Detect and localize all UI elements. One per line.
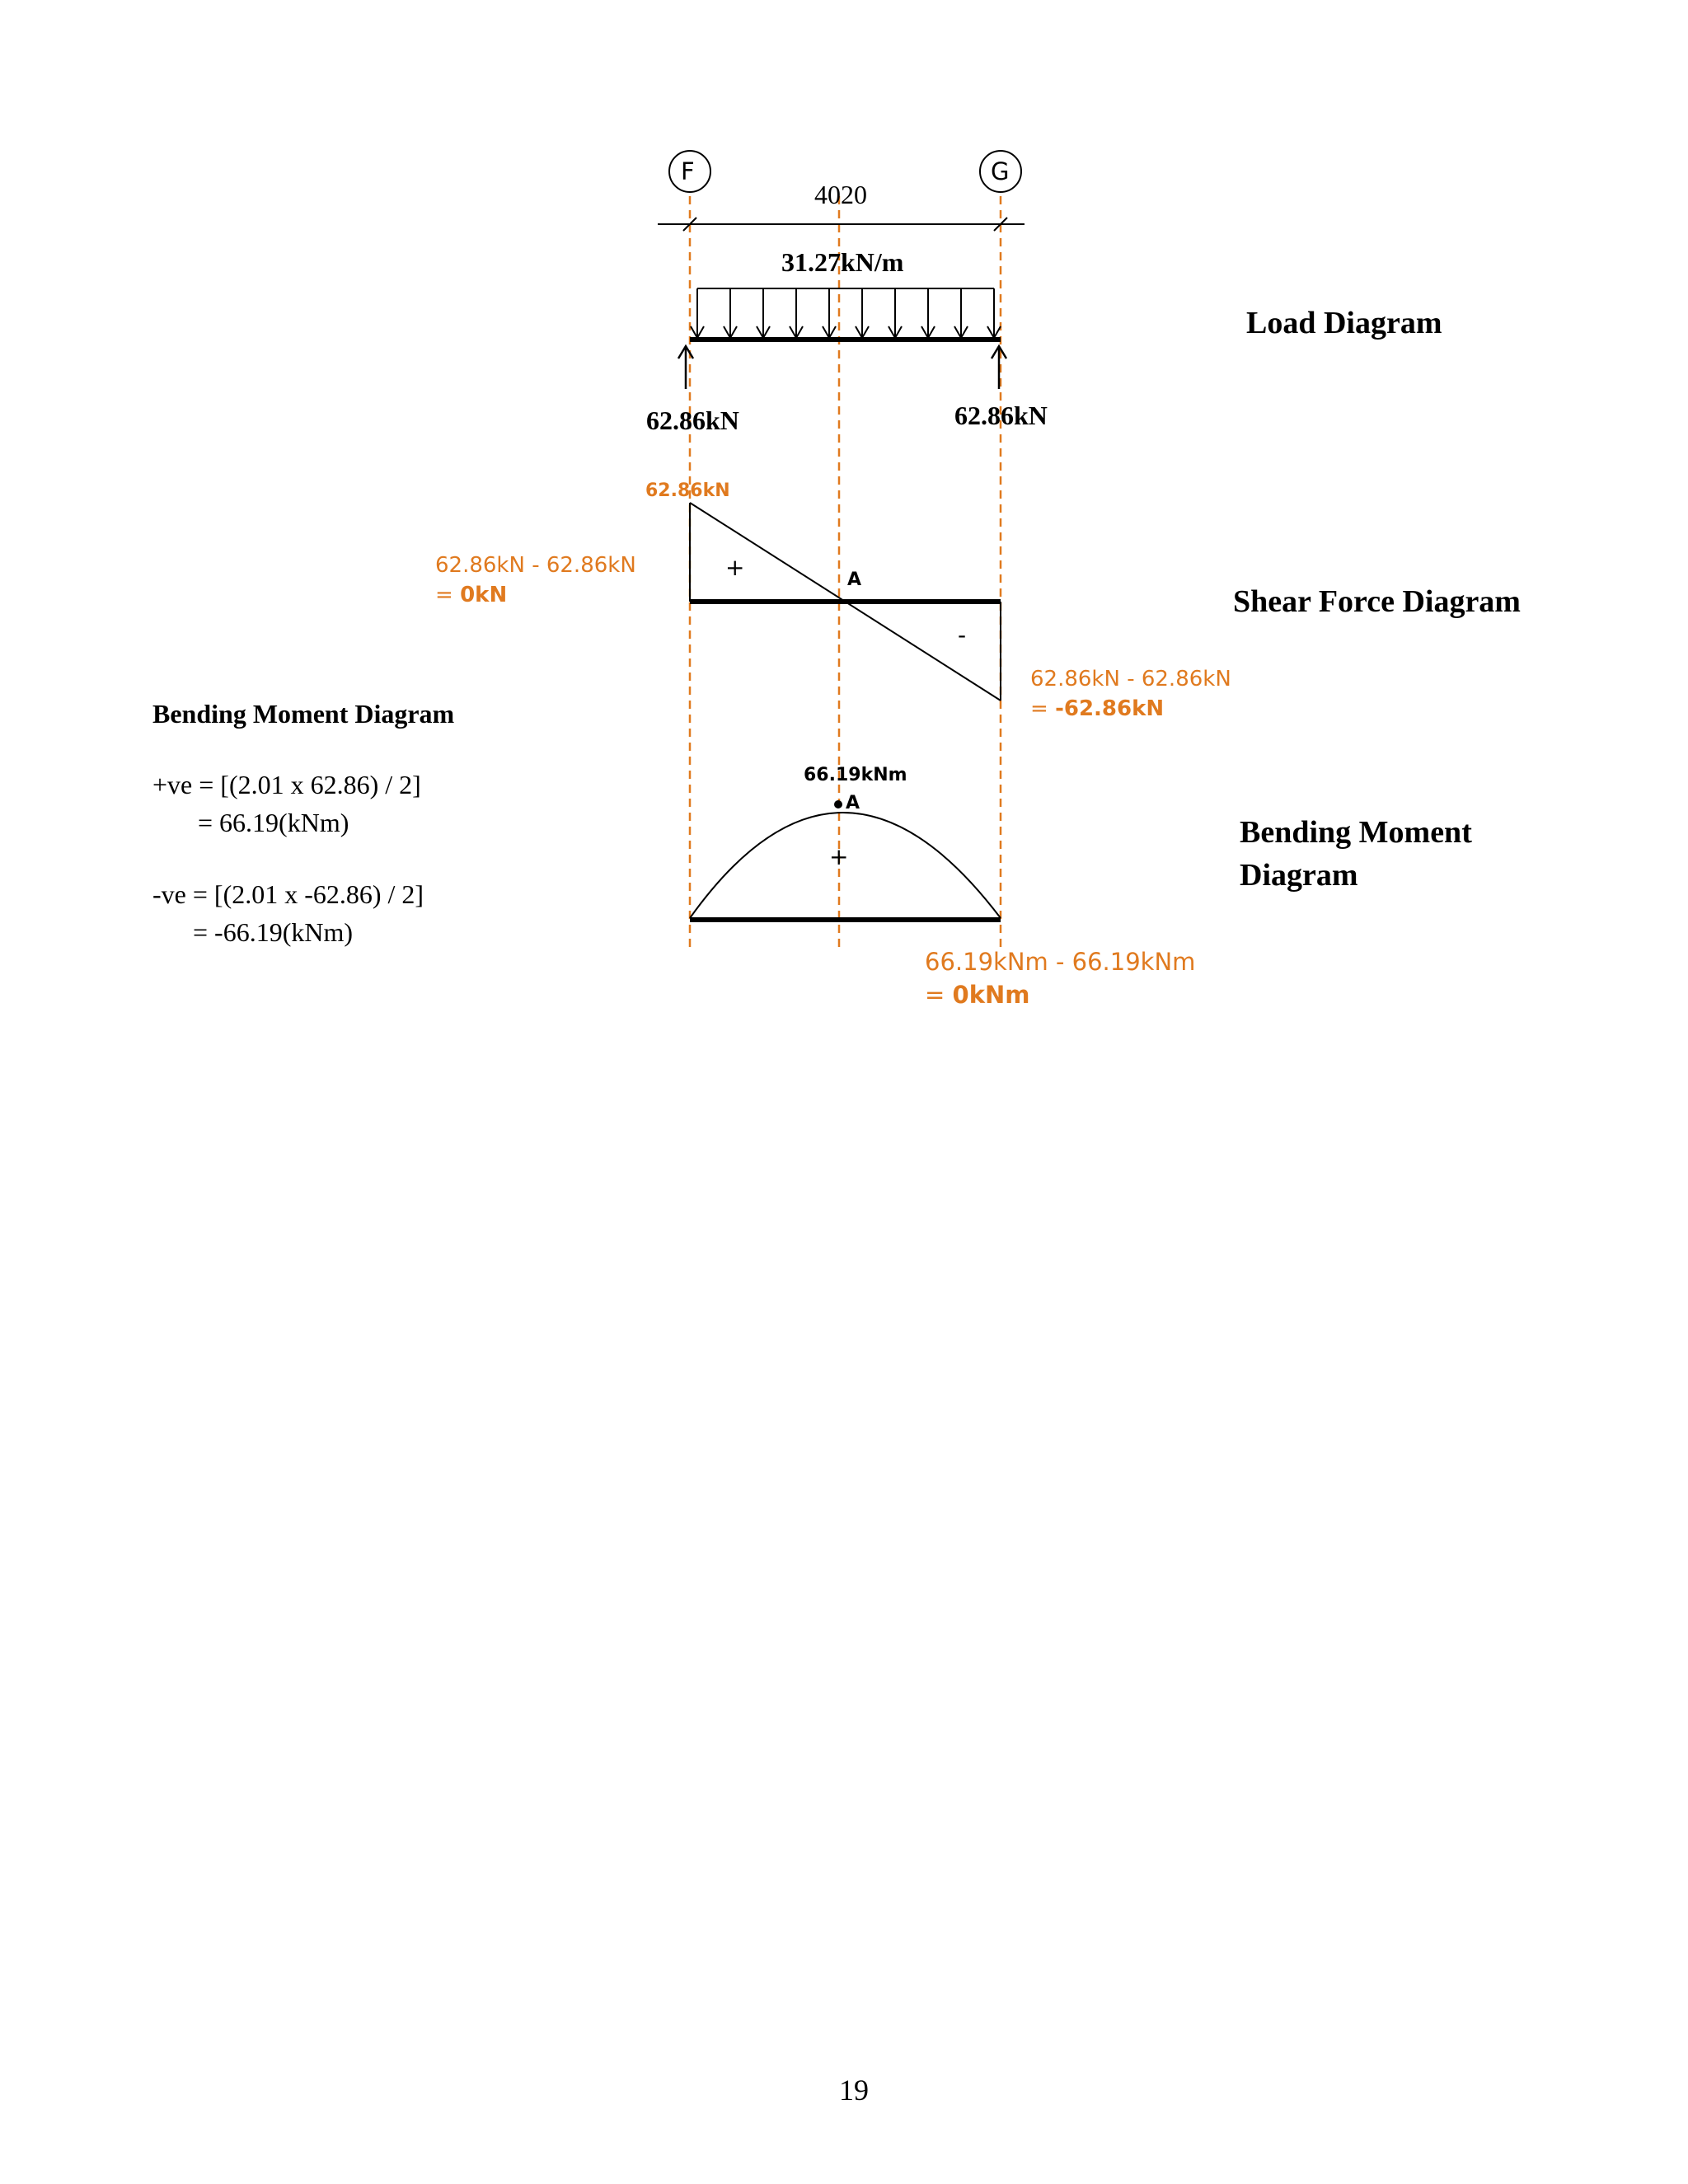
moment-calc-value: 0kNm <box>952 981 1030 1009</box>
udl-label: 31.27kN/m <box>781 247 904 277</box>
moment-peak-value: 66.19kNm <box>804 765 907 785</box>
shear-left-calc-prefix: = <box>435 583 461 607</box>
moment-calc-prefix: = <box>925 981 953 1009</box>
shear-minus-sign: - <box>958 621 967 649</box>
moment-calc-line2 <box>925 983 1029 1007</box>
shear-right-calc-value: -62.86kN <box>1055 696 1165 721</box>
moment-calc-line1: 66.19kNm - 66.19kNm <box>925 948 1196 976</box>
shear-right-calc-prefix: = <box>1030 696 1056 721</box>
shear-top-value: 62.86kN <box>645 480 730 501</box>
reaction-right-label: 62.86kN <box>954 401 1048 430</box>
grid-marker-G-label: G <box>991 157 1010 185</box>
calc-positive-line1: +ve = [(2.01 x 62.86) / 2] <box>152 770 421 799</box>
shear-force-diagram-title: Shear Force Diagram <box>1233 584 1521 619</box>
calc-negative-line2: = -66.19(kNm) <box>193 917 354 947</box>
shear-plus-sign: + <box>725 554 745 581</box>
udl-load <box>691 288 1001 338</box>
moment-peak-point <box>834 800 842 808</box>
page-number: 19 <box>839 2074 869 2107</box>
span-dimension-label: 4020 <box>814 180 867 209</box>
reaction-left-label: 62.86kN <box>646 405 739 435</box>
calc-negative-line1: -ve = [(2.01 x -62.86) / 2] <box>152 879 424 909</box>
shear-point-a-label: A <box>847 569 862 590</box>
shear-right-calc-line1: 62.86kN - 62.86kN <box>1030 667 1231 691</box>
bending-moment-title-line2: Diagram <box>1240 858 1358 893</box>
dimension-line <box>658 218 1025 231</box>
moment-plus-sign: + <box>829 843 849 870</box>
shear-left-calc-line1: 62.86kN - 62.86kN <box>435 553 636 578</box>
moment-point-a-label: A <box>846 793 860 813</box>
shear-right-calc-line2 <box>1030 698 1164 719</box>
shear-left-calc-line2 <box>435 584 507 606</box>
shear-left-calc-value: 0kN <box>460 583 508 607</box>
calc-heading: Bending Moment Diagram <box>152 699 455 729</box>
reaction-arrows <box>678 346 1006 389</box>
calc-positive-line2: = 66.19(kNm) <box>198 808 349 837</box>
grid-marker-F-label: F <box>681 157 695 185</box>
bending-moment-title-line1: Bending Moment <box>1240 815 1472 850</box>
load-diagram-title: Load Diagram <box>1246 306 1442 340</box>
